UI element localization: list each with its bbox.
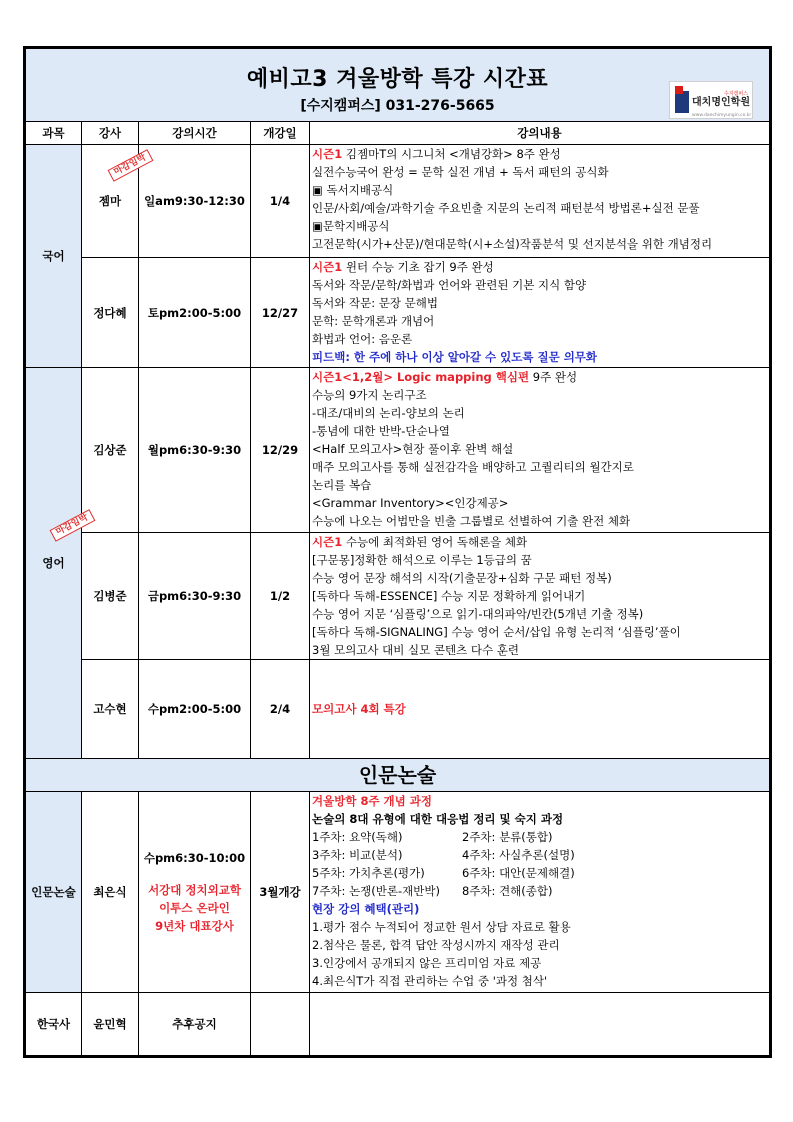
content-line: 독서와 작문/문학/화법과 언어와 관련된 기본 지식 함양 [312, 278, 587, 292]
campus-phone: [수지캠퍼스] 031-276-5665 [300, 98, 495, 114]
content-line: -대조/대비의 논리-양보의 논리 [312, 406, 465, 420]
content-line: <Grammar Inventory><인강제공> [312, 496, 509, 510]
table-row [25, 368, 771, 533]
page-title: 예비고3 겨울방학 특강 시간표 [246, 67, 549, 92]
start-cell: 3월개강 [251, 792, 310, 993]
content-line: 문학: 문학개론과 개념어 [312, 314, 435, 328]
table-row [25, 660, 771, 759]
content-cell [310, 145, 771, 258]
content-cell: 겨울방학 8주 개념 과정 논술의 8대 유형에 대한 대응법 정리 및 숙지 과정 1주차: 요약(독해) 2주차: 분류(통합) 3주차: 비교(분석) 4주차: 사실추론(설명) 5주차: 가치추론(평가) 6주차: 대안(문제해결) 7주차: 논쟁(반론-재반박) 8주차: 견해(종합) 현장 강의 혜택(관리) 1.평가 점수 누적되어 정교한 원서 상담 자료로 활용 2.첨삭은 물론, 합격 답안 작성시까지 재작성 관리 3.인강에서 공개되지 않은 프리미엄 자료 제공 4.최은식T가 직접 관리하는 수업 중 '과정 첨삭' [310, 792, 771, 993]
content-line: 논리를 복습 [312, 478, 372, 492]
teacher-cell: 최은식 [82, 792, 139, 993]
content-line: 시즌1<1,2월> Logic mapping 핵심편 9주 완성 [312, 370, 578, 384]
content-cell [310, 368, 771, 533]
deadline-stamp: 마감임박 [50, 509, 96, 542]
table-row [25, 258, 771, 368]
content-line: 피드백: 한 주에 하나 이상 알아갈 수 있도록 질문 의무화 [312, 350, 598, 364]
content-line: <Half 모의고사>현장 풀이후 완벽 해설 [312, 442, 514, 456]
content-line: 고전문학(시가+산문)/현대문학(시+소설)작품분석 및 선지분석을 위한 개념정리 [312, 237, 713, 251]
column-headers [25, 122, 771, 145]
teacher-cell: 고수현 [82, 660, 139, 759]
deadline-stamp: 마감임박 [108, 149, 154, 182]
subject-essay: 인문논술 [25, 792, 82, 993]
start-cell: 1/4 [251, 145, 310, 258]
content-cell [310, 660, 771, 759]
teacher-cell: 윤민혁 [82, 993, 139, 1057]
content-line: [독하다 독해-ESSENCE] 수능 지문 정확하게 읽어내기 [312, 589, 586, 603]
teacher-cell: 마감임박 젬마 [82, 145, 139, 258]
content-line: 수능의 9가지 논리구조 [312, 388, 427, 402]
academy-logo: 수지캠퍼스 대치명인학원 www.daechimyungin.co.kr [669, 81, 753, 119]
table-row [25, 792, 771, 993]
subject-history: 한국사 [25, 993, 82, 1057]
col-teacher: 강사 [82, 122, 139, 145]
content-line: 3월 모의고사 대비 실모 콘텐츠 다수 훈련 [312, 643, 519, 657]
time-cell: 수pm2:00-5:00 [139, 660, 251, 759]
time-cell: 금pm6:30-9:30 [139, 533, 251, 660]
time-cell: 월pm6:30-9:30 [139, 368, 251, 533]
content-line: ▣문학지배공식 [312, 219, 390, 233]
content-cell [310, 993, 771, 1057]
section-title-essay: 인문논술 [25, 759, 771, 792]
table-row [25, 533, 771, 660]
content-line: 시즌1 윈터 수능 기초 잡기 9주 완성 [312, 260, 494, 274]
content-line: 실전수능국어 완성 = 문학 실전 개념 + 독서 패턴의 공식화 [312, 165, 609, 179]
header-banner [25, 48, 771, 122]
subject-korean: 국어 [25, 145, 82, 368]
content-line: 시즌1 김젬마T의 시그니처 <개념강화> 8주 완성 [312, 147, 561, 161]
col-time: 강의시간 [139, 122, 251, 145]
content-line: 수능에 나오는 어법만을 빈출 그룹별로 선별하여 기출 완전 체화 [312, 514, 631, 528]
content-line: 독서와 작문: 문장 문해법 [312, 296, 438, 310]
content-line: 시즌1 수능에 최적화된 영어 독해론을 체화 [312, 535, 528, 549]
content-line: -통념에 대한 반박-단순나열 [312, 424, 450, 438]
teacher-cell: 정다혜 [82, 258, 139, 368]
table-row [25, 993, 771, 1057]
content-line: 모의고사 4회 특강 [312, 702, 406, 716]
content-cell [310, 533, 771, 660]
content-line: 수능 영어 지문 ‘심플링’으로 읽기-대의파악/빈칸(5개년 기출 정복) [312, 607, 644, 621]
col-start: 개강일 [251, 122, 310, 145]
start-cell: 1/2 [251, 533, 310, 660]
time-cell: 추후공지 [139, 993, 251, 1057]
teacher-cell: 마감임박 김병준 [82, 533, 139, 660]
start-cell: 2/4 [251, 660, 310, 759]
timetable-sheet [23, 46, 769, 1058]
content-line: 매주 모의고사를 통해 실전감각을 배양하고 고퀄리티의 월간지로 [312, 460, 634, 474]
col-subject: 과목 [25, 122, 82, 145]
logo-mark-icon [675, 91, 689, 113]
timetable [23, 46, 772, 1058]
start-cell: 12/29 [251, 368, 310, 533]
content-line: [독하다 독해-SIGNALING] 수능 영어 순서/삽입 유형 논리적 ‘심플링’풀이 [312, 625, 681, 639]
col-content: 강의내용 [310, 122, 771, 145]
time-cell: 수pm6:30-10:00 서강대 정치외교학 이투스 온라인 9년차 대표강사 [139, 792, 251, 993]
start-cell: 12/27 [251, 258, 310, 368]
time-cell: 일am9:30-12:30 [139, 145, 251, 258]
subject-english: 영어 [25, 368, 82, 759]
content-line: 화법과 언어: 음운론 [312, 332, 413, 346]
time-cell: 토pm2:00-5:00 [139, 258, 251, 368]
content-line: ▣ 독서지배공식 [312, 183, 394, 197]
content-line: [구문몽]정확한 해석으로 이루는 1등급의 꿈 [312, 553, 532, 567]
content-line: 인문/사회/예술/과학기술 주요빈출 지문의 논리적 패턴분석 방법론+실전 문풀 [312, 201, 700, 215]
start-cell [251, 993, 310, 1057]
table-row [25, 145, 771, 258]
content-line: 수능 영어 문장 해석의 시작(기출문장+심화 구문 패턴 정복) [312, 571, 612, 585]
content-cell [310, 258, 771, 368]
teacher-cell: 김상준 [82, 368, 139, 533]
